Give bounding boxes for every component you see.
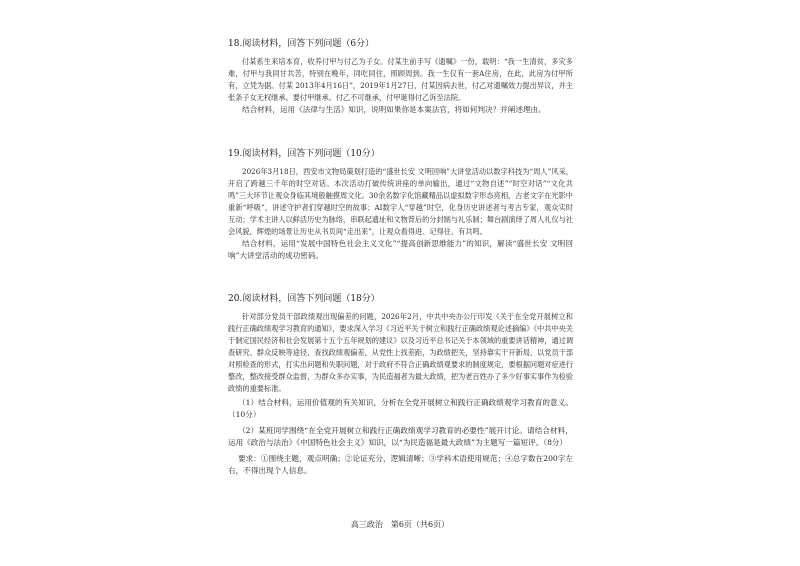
question-18-material: 付某系生来培本育，收养付甲与付乙为子女。付某生前手写《遗嘱》一份，载明：“我一生清贫，多灾多难，付甲与我同甘共苦，特别在晚年，同吃同住，照顾周到。我一生仅有一套A住房，在此，此房为付甲所有，立凭为据。付某 2013年4月16日”，2019年1月27日，付某因病去世，付乙对遗嘱效力提出异议，并主张条子女无权继承。要付甲继承。付乙不可继承，付甲诞得付乙诉至法院。 [228, 57, 573, 102]
question-20-subquestion-1: （1）结合材料，运用价值观的有关知识，分析在全党开展树立和践行正确政绩观学习教育的意义。（10分） [228, 398, 573, 419]
question-18 [228, 38, 573, 116]
question-20 [228, 293, 573, 477]
question-19 [228, 148, 573, 262]
page-footer: 高三政治 第6页（共6页） [350, 520, 450, 529]
question-18-title: 18.阅读材料，回答下列问题（6分） [228, 39, 375, 49]
question-20-requirements: 要求：①围绕主题，观点明确；②论证充分，逻辑清晰；③学科术语使用规范；④总字数在200字左右，不得出现个人信息。 [228, 454, 573, 475]
question-18-prompt: 结合材料，运用《法律与生活》知识，说明如果你是本案法官，将如何判决？并阐述理由。 [242, 105, 546, 114]
question-19-prompt: 结合材料，运用“发展中国特色社会主义文化”“提高创新思维能力”的知识，解读“盛世长安 文明回响”大讲堂活动的成功密码。 [228, 239, 573, 260]
question-20-title: 20.阅读材料，回答下列问题（18分） [228, 294, 380, 304]
question-20-material: 针对部分党员干部政绩观出现偏差的问题，2026年2月，中共中央办公厅印发《关于在全党开展树立和践行正确政绩观学习教育的通知》，要求深入学习《习近平关于树立和践行正确政绩观论述摘编》《中共中央关于制定国民经济和社会发展第十五个五年规划的建议》以及习近平总书记关于本领域的重要讲话精神，通过调查研究、群众反映等途径，查找政绩观偏差，从党性上找差距，为政绩把关，坚持靠实干开新局，以党员干部对照检查的形式，打实出问题和失职问题，对于政府不符合正确政绩观要求的制度规定，要根据问题对症进行整改，整改接受群众监督，为群众多办实事，为民造福者为最大政绩，把为老百姓办了多少好事实事作为检验政绩的重要标准。 [228, 312, 574, 393]
question-19-material: 2026年3月18日，西安市文物局策划打造的“盛世长安 文明回响”大讲堂活动以数字科技为“周人”风采，开启了跨越三千年的时空对话。本次活动打破传统讲座的单向输出，通过“文物自述”“时空对话”“文化共鸣”三大环节让观众身临其境般触摸周文化。30余名数字化馆藏精品以虚拟数字形态亮相，古老文字在光影中重新“呼吸”，讲述守护者们穿越时空的故事；AI数字人“穿越”时空，化身历史讲述者与考古专家，观众实时互动；学术主讲人以鲜活历史为脉络，串联起遗址和文物背后的分封制与礼乐制；舞台剧演绎了周人礼仪与社会风貌，辉煌的场景让历史从书页间“走出来”，让观众看得进、记得住、有共鸣。 [228, 167, 574, 236]
question-19-title: 19.阅读材料，回答下列问题（10分） [228, 149, 380, 159]
question-20-subquestion-2: （2）某班同学围绕“在全党开展树立和践行正确政绩观学习教育的必要性”展开讨论。请结合材料，运用《政治与法治》《中国特色社会主义》知识，以“为民造福是最大政绩”为主题写一篇短评。（8分） [228, 426, 573, 447]
